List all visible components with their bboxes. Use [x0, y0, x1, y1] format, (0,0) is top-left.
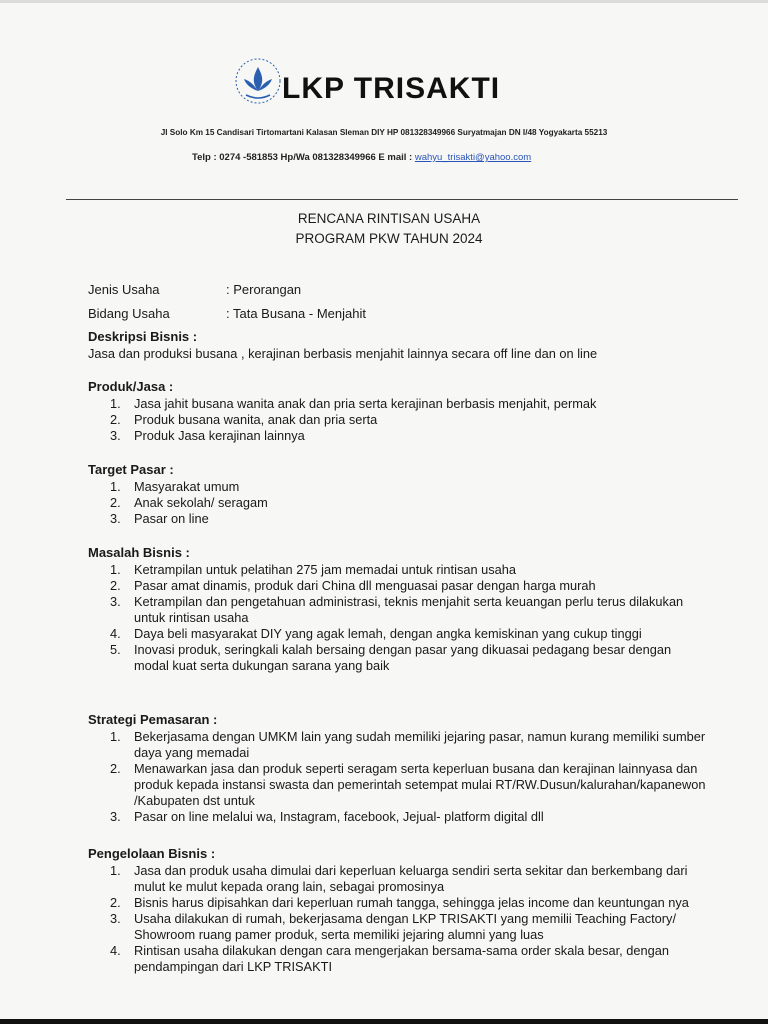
trisakti-logo	[232, 55, 284, 107]
list-item: 2. Menawarkan jasa dan produk seperti seragam serta keperluan busana dan kerajinan lainnyasa dan produk kepada instansi swasta dan pemerintah setempat mulai RT/RW.Dusun/kalurahan/kapanewon /Kabupaten dst untuk	[110, 761, 706, 808]
pengelolaan-list	[88, 863, 708, 975]
field-bidang-usaha	[88, 306, 366, 321]
list-item: 3. Pasar on line melalui wa, Instagram, facebook, Jejual- platform digital dll	[110, 809, 544, 824]
strategi-list	[88, 729, 708, 825]
section-heading: Strategi Pemasaran :	[88, 712, 218, 727]
header-divider	[66, 199, 738, 200]
list-item: 2. Anak sekolah/ seragam	[110, 495, 268, 510]
section-target	[88, 462, 708, 527]
list-item: 2. Produk busana wanita, anak dan pria serta	[110, 412, 378, 427]
list-item: 3. Usaha dilakukan di rumah, bekerjasama dengan LKP TRISAKTI yang memilii Teaching Factory/ Showroom ruang pamer produk, serta memiliki jejaring alumni yang luas	[110, 911, 677, 942]
list-item: 2. Bisnis harus dipisahkan dari keperluan rumah tangga, sehingga jelas income dan keuntungan nya	[110, 895, 689, 910]
list-item: 3. Ketrampilan dan pengetahuan administrasi, teknis menjahit serta keuangan perlu terus dilakukan untuk rintisan usaha	[110, 594, 684, 625]
section-pengelolaan	[88, 846, 708, 975]
contact-line	[192, 152, 531, 163]
list-item: 1. Bekerjasama dengan UMKM lain yang sudah memiliki jejaring pasar, namun kurang memiliki sumber daya yang memadai	[110, 729, 706, 760]
section-heading: Deskripsi Bisnis :	[88, 329, 198, 344]
section-deskripsi	[88, 329, 708, 362]
list-item: 5. Inovasi produk, seringkali kalah bersaing dengan pasar yang dikuasai pedagang besar dengan modal kuat serta dukungan sarana yang baik	[110, 642, 672, 673]
document-title: RENCANA RINTISAN USAHA	[297, 211, 481, 226]
section-masalah	[88, 545, 708, 674]
list-item: 1. Jasa dan produk usaha dimulai dari keperluan keluarga sendiri serta sekitar dan berkembang dari mulut ke mulut kepada orang lain, sebagai promosinya	[110, 863, 688, 894]
produk-list	[88, 396, 708, 444]
section-heading: Target Pasar :	[88, 462, 174, 477]
scan-bottom-edge	[0, 1019, 768, 1024]
address-line: Jl Solo Km 15 Candisari Tirtomartani Kalasan Sleman DIY HP 081328349966 Suryatmajan DN I/48 Yogyakarta 55213	[160, 128, 608, 137]
scan-top-edge	[0, 0, 768, 3]
list-item: 2. Pasar amat dinamis, produk dari China dll menguasai pasar dengan harga murah	[110, 578, 596, 593]
section-heading: Pengelolaan Bisnis :	[88, 846, 216, 861]
section-heading: Masalah Bisnis :	[88, 545, 190, 560]
target-list	[88, 479, 708, 527]
field-label: Jenis Usaha	[88, 282, 160, 297]
field-value: : Tata Busana - Menjahit	[226, 306, 366, 321]
section-heading: Produk/Jasa :	[88, 379, 174, 394]
list-item: 4. Daya beli masyarakat DIY yang agak lemah, dengan angka kemiskinan yang cukup tinggi	[110, 626, 642, 641]
list-item: 1. Jasa jahit busana wanita anak dan pria serta kerajinan berbasis menjahit, permak	[110, 396, 597, 411]
section-text: Jasa dan produksi busana , kerajinan berbasis menjahit lainnya secara off line dan on line	[88, 346, 598, 361]
field-label: Bidang Usaha	[88, 306, 170, 321]
document-subtitle: PROGRAM PKW TAHUN 2024	[295, 231, 483, 246]
masalah-list	[88, 562, 708, 674]
list-item: 1. Masyarakat umum	[110, 479, 240, 494]
list-item: 1. Ketrampilan untuk pelatihan 275 jam memadai untuk rintisan usaha	[110, 562, 517, 577]
field-jenis-usaha	[88, 282, 301, 297]
contact-prefix: Telp : 0274 -581853 Hp/Wa 081328349966 E mail :	[192, 152, 415, 163]
email-link[interactable]: wahyu_trisakti@yahoo.com	[414, 152, 532, 163]
brand-name: LKP TRISAKTI	[282, 72, 501, 105]
section-strategi	[88, 712, 708, 825]
list-item: 3. Pasar on line	[110, 511, 209, 526]
list-item: 3. Produk Jasa kerajinan lainnya	[110, 428, 305, 443]
field-value: : Perorangan	[226, 282, 302, 297]
section-produk	[88, 379, 708, 444]
list-item: 4. Rintisan usaha dilakukan dengan cara mengerjakan bersama-sama order skala besar, dengan pendampingan dari LKP TRISAKTI	[110, 943, 669, 974]
